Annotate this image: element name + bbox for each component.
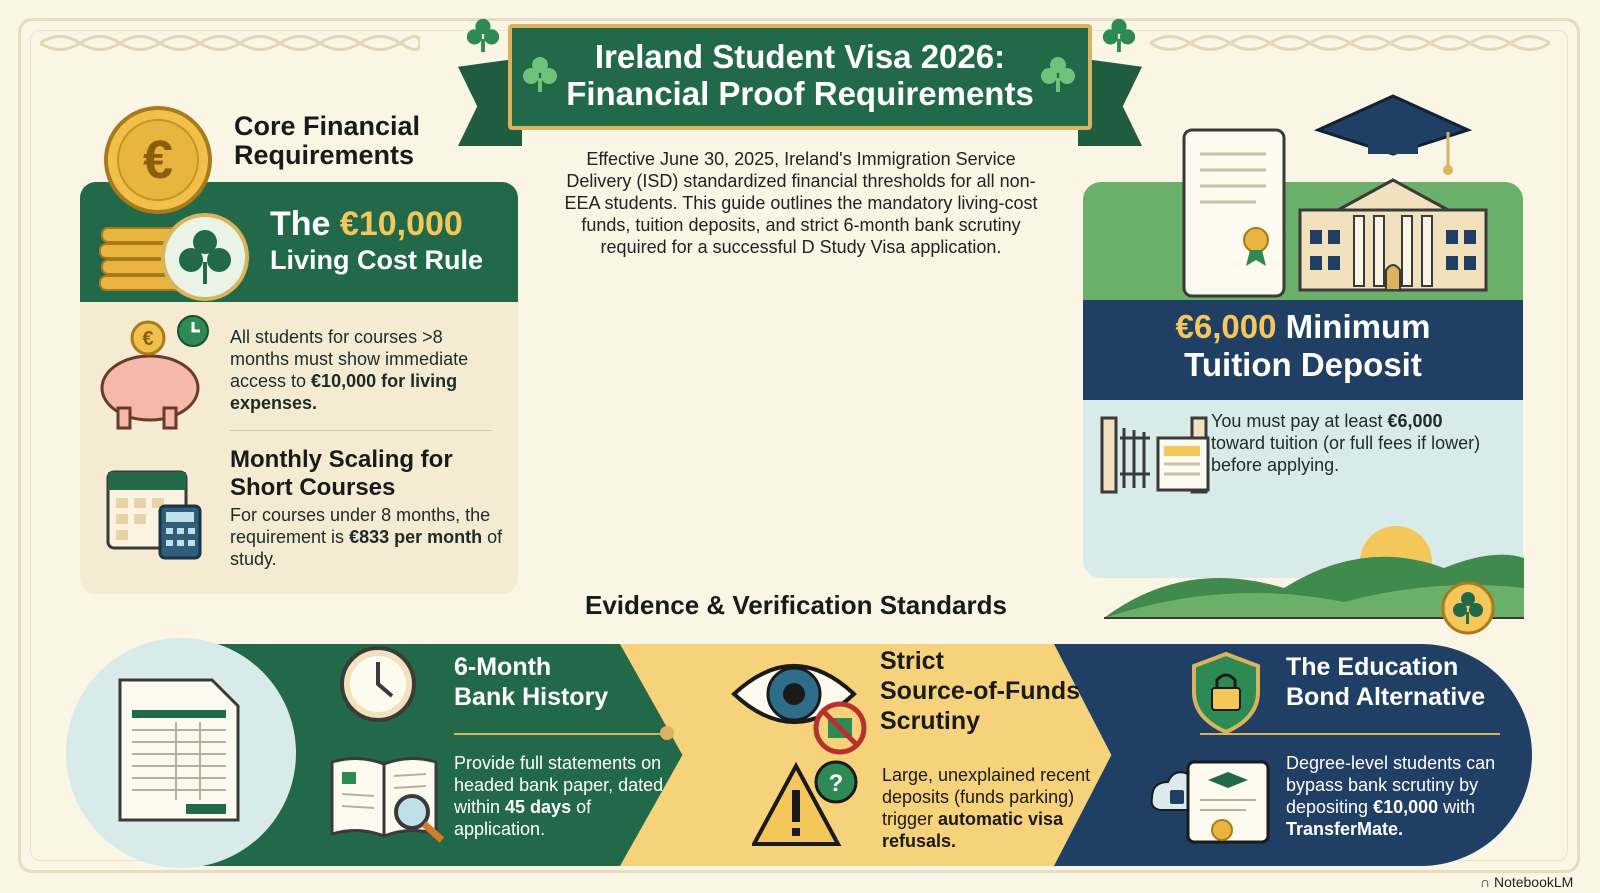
eye-icon — [730, 650, 870, 756]
monthly-heading-line1: Monthly Scaling for — [230, 446, 453, 473]
divider — [454, 733, 666, 735]
living-bold: €10,000 for living expenses. — [230, 371, 458, 413]
shamrock-icon — [520, 54, 560, 94]
svg-text:€: € — [142, 130, 174, 190]
warning-icon — [752, 760, 858, 852]
shield-lock-icon — [1190, 650, 1262, 736]
university-building-icon — [1298, 90, 1488, 296]
source-of-funds-title — [880, 646, 1080, 736]
page-title-line2: Financial Proof Requirements — [566, 75, 1034, 112]
title-banner — [508, 24, 1092, 130]
tuition-amount: €6,000 — [1175, 308, 1277, 345]
monthly-text-prefix: For courses under 8 months, the requirement is — [230, 505, 491, 547]
calendar-icon — [104, 462, 204, 562]
tuition-title — [1083, 308, 1523, 384]
source-of-funds-text — [882, 764, 1112, 852]
education-bond-title — [1286, 652, 1485, 712]
celtic-knot-right — [1150, 30, 1560, 56]
core-heading-line2: Requirements — [234, 140, 415, 170]
notebooklm-watermark: ∩ NotebookLM — [1480, 874, 1574, 890]
diploma-scroll-icon — [1176, 124, 1310, 302]
divider — [1200, 733, 1500, 735]
core-heading — [234, 112, 420, 170]
celtic-knot-left — [40, 30, 420, 56]
bond-text-bold2: TransferMate. — [1286, 819, 1404, 839]
shamrock-icon — [1100, 16, 1138, 54]
source-title-line1: Strict — [880, 647, 944, 675]
tuition-text-suffix: toward tuition (or full fees if lower) before applying. — [1211, 433, 1481, 475]
open-book-icon — [328, 752, 448, 844]
svg-text:?: ? — [828, 770, 844, 797]
bank-text-bold: 45 days — [505, 797, 572, 817]
tuition-text — [1211, 410, 1483, 476]
bank-text-suffix: of application. — [454, 797, 592, 839]
clock-icon — [338, 644, 418, 724]
bank-history-text — [454, 752, 674, 840]
source-text-prefix: Large, unexplained recent deposits (funds parking) trigger — [882, 765, 1091, 829]
tuition-text-bold: €6,000 — [1387, 411, 1443, 431]
bank-title-line1: 6-Month — [454, 653, 552, 681]
bond-title-line1: The Education — [1286, 653, 1459, 681]
tuition-title-rest: Minimum — [1276, 308, 1431, 345]
bank-text-prefix: Provide full statements on headed bank paper, dated within — [454, 753, 664, 817]
core-heading-line1: Core Financial — [234, 111, 421, 141]
divider-dot — [660, 726, 674, 740]
education-bond-text — [1286, 752, 1516, 840]
bond-title-line2: Bond Alternative — [1286, 683, 1486, 711]
monthly-text — [230, 504, 510, 570]
bond-text-mid: with — [1438, 797, 1476, 817]
monthly-heading-line2: Short Courses — [230, 474, 396, 501]
rule-suffix: Living Cost Rule — [270, 245, 484, 275]
source-title-line2: Source-of-Funds — [880, 677, 1080, 705]
bank-statement-icon — [116, 676, 242, 824]
monthly-heading — [230, 446, 453, 502]
certificate-icon — [1146, 758, 1282, 850]
living-cost-title — [270, 204, 463, 244]
watermark-text: NotebookLM — [1493, 874, 1574, 890]
shamrock-icon — [464, 16, 502, 54]
evidence-heading: Evidence & Verification Standards — [585, 590, 1007, 620]
living-cost-text — [230, 326, 500, 414]
shamrock-coin-icon — [160, 212, 250, 302]
page-title-line1: Ireland Student Visa 2026: — [594, 38, 1006, 75]
divider — [230, 430, 492, 431]
monthly-tail: of study. — [230, 527, 503, 569]
gate-icon — [1100, 408, 1210, 494]
bond-text-bold: €10,000 — [1373, 797, 1439, 817]
monthly-bold: €833 per month — [349, 527, 483, 547]
rule-prefix: The — [270, 205, 340, 243]
clock-icon — [176, 314, 210, 348]
source-text-bold: automatic visa refusals. — [882, 809, 1064, 851]
tuition-title-line2: Tuition Deposit — [1184, 346, 1422, 383]
bond-text-prefix: Degree-level students can bypass bank scrutiny by depositing — [1286, 753, 1496, 817]
shamrock-icon — [1038, 54, 1078, 94]
svg-text:€: € — [142, 328, 154, 350]
tuition-text-prefix: You must pay at least — [1211, 411, 1388, 431]
intro-paragraph: Effective June 30, 2025, Ireland's Immigration Service Delivery (ISD) standardized financial thresholds for all non-EEA students. This guide outlines the mandatory living-cost funds, tuition deposits, and strict 6-month bank scrutiny required for a successful D Study Visa application. — [564, 149, 1038, 257]
bank-title-line2: Bank History — [454, 683, 609, 711]
shamrock-coin-icon — [1440, 580, 1496, 636]
rule-amount: €10,000 — [339, 205, 463, 243]
living-text: All students for courses >8 months must show immediate access to — [230, 327, 469, 391]
bank-history-title — [454, 652, 608, 712]
source-title-line3: Scrutiny — [880, 707, 981, 735]
